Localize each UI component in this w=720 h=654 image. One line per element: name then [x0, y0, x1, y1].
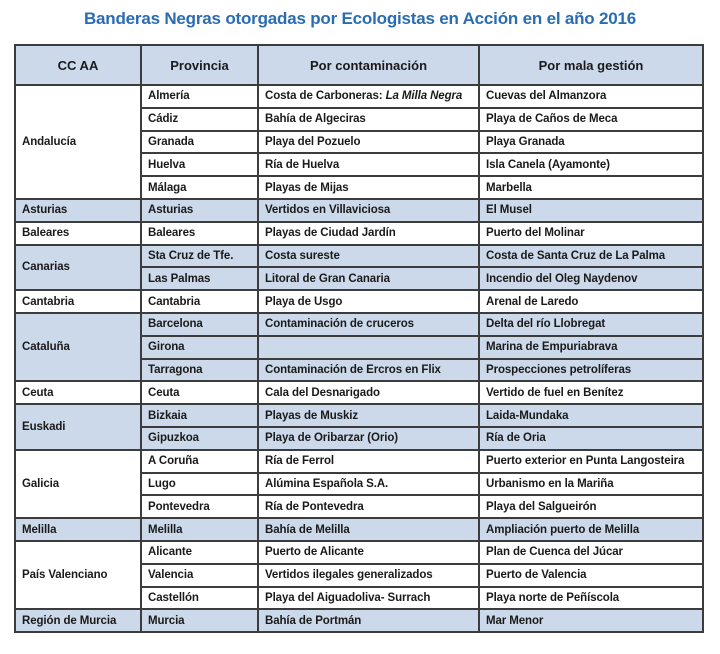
- ccaa-cell: Andalucía: [15, 85, 141, 199]
- mala-gestion-cell: Playa Granada: [479, 131, 703, 154]
- ccaa-cell: Región de Murcia: [15, 609, 141, 632]
- table-row: [15, 222, 703, 245]
- contaminacion-text: Playas de Muskiz: [265, 409, 358, 422]
- header-cell-mala-gestion: Por mala gestión: [479, 45, 703, 85]
- contaminacion-text: Ría de Pontevedra: [265, 500, 364, 513]
- provincia-cell: Lugo: [141, 473, 258, 496]
- mala-gestion-cell: Marina de Empuriabrava: [479, 336, 703, 359]
- mala-gestion-cell: Vertido de fuel en Benítez: [479, 381, 703, 404]
- table-row: [15, 290, 703, 313]
- table-body: [15, 85, 703, 632]
- contaminacion-text: Ría de Huelva: [265, 158, 340, 171]
- provincia-cell: Ceuta: [141, 381, 258, 404]
- contaminacion-text: Playa de Oribarzar (Orio): [265, 432, 398, 445]
- contaminacion-text: Bahía de Melilla: [265, 523, 350, 536]
- provincia-cell: Gipuzkoa: [141, 427, 258, 450]
- contaminacion-cell: [258, 153, 479, 176]
- contaminacion-cell: [258, 564, 479, 587]
- provincia-cell: Cádiz: [141, 108, 258, 131]
- table-row: [15, 313, 703, 336]
- page-title: Banderas Negras otorgadas por Ecologistas en Acción en el año 2016: [83, 9, 637, 28]
- contaminacion-text: Playa de Usgo: [265, 295, 343, 308]
- contaminacion-text: Bahía de Algeciras: [265, 113, 366, 126]
- contaminacion-text: Litoral de Gran Canaria: [265, 272, 390, 285]
- contaminacion-cell: [258, 290, 479, 313]
- contaminacion-text: Cala del Desnarigado: [265, 386, 380, 399]
- provincia-cell: Tarragona: [141, 359, 258, 382]
- provincia-cell: Las Palmas: [141, 267, 258, 290]
- contaminacion-cell: [258, 541, 479, 564]
- ccaa-cell: Ceuta: [15, 381, 141, 404]
- contaminacion-cell: [258, 176, 479, 199]
- mala-gestion-cell: Ría de Oria: [479, 427, 703, 450]
- provincia-cell: Granada: [141, 131, 258, 154]
- mala-gestion-cell: El Musel: [479, 199, 703, 222]
- contaminacion-cell: [258, 108, 479, 131]
- contaminacion-text: Playa del Pozuelo: [265, 135, 361, 148]
- contaminacion-cell: [258, 245, 479, 268]
- contaminacion-cell: [258, 473, 479, 496]
- provincia-cell: Alicante: [141, 541, 258, 564]
- mala-gestion-cell: Laida-Mundaka: [479, 404, 703, 427]
- table-row: [15, 85, 703, 108]
- contaminacion-cell: [258, 381, 479, 404]
- ccaa-cell: Cataluña: [15, 313, 141, 381]
- mala-gestion-cell: Isla Canela (Ayamonte): [479, 153, 703, 176]
- provincia-cell: Girona: [141, 336, 258, 359]
- contaminacion-cell: [258, 609, 479, 632]
- mala-gestion-cell: Urbanismo en la Mariña: [479, 473, 703, 496]
- contaminacion-cell: [258, 85, 479, 108]
- provincia-cell: Almería: [141, 85, 258, 108]
- mala-gestion-cell: Costa de Santa Cruz de La Palma: [479, 245, 703, 268]
- contaminacion-cell: [258, 587, 479, 610]
- ccaa-cell: País Valenciano: [15, 541, 141, 609]
- contaminacion-cell: [258, 199, 479, 222]
- mala-gestion-cell: Cuevas del Almanzora: [479, 85, 703, 108]
- provincia-cell: Sta Cruz de Tfe.: [141, 245, 258, 268]
- mala-gestion-cell: Playa del Salgueirón: [479, 495, 703, 518]
- contaminacion-cell: [258, 427, 479, 450]
- contaminacion-text: Playas de Mijas: [265, 181, 349, 194]
- provincia-cell: Valencia: [141, 564, 258, 587]
- contaminacion-cell: [258, 336, 479, 359]
- mala-gestion-cell: Playa de Caños de Meca: [479, 108, 703, 131]
- provincia-cell: Málaga: [141, 176, 258, 199]
- mala-gestion-cell: Plan de Cuenca del Júcar: [479, 541, 703, 564]
- provincia-cell: Cantabria: [141, 290, 258, 313]
- ccaa-cell: Galicia: [15, 450, 141, 518]
- ccaa-cell: Baleares: [15, 222, 141, 245]
- contaminacion-text: Vertidos ilegales generalizados: [265, 569, 433, 582]
- contaminacion-text: Alúmina Española S.A.: [265, 477, 389, 490]
- table-header-row: [15, 45, 703, 85]
- contaminacion-italic-text: La Milla Negra: [385, 90, 463, 103]
- table-row: [15, 541, 703, 564]
- header-cell-ccaa: CC AA: [15, 45, 141, 85]
- contaminacion-text: Costa sureste: [265, 249, 340, 262]
- header-cell-provincia: Provincia: [141, 45, 258, 85]
- ccaa-cell: Asturias: [15, 199, 141, 222]
- provincia-cell: Pontevedra: [141, 495, 258, 518]
- contaminacion-text: Costa de Carboneras:: [265, 90, 386, 103]
- mala-gestion-cell: Puerto del Molinar: [479, 222, 703, 245]
- provincia-cell: Melilla: [141, 518, 258, 541]
- contaminacion-cell: [258, 495, 479, 518]
- provincia-cell: Murcia: [141, 609, 258, 632]
- contaminacion-text: Bahía de Portmán: [265, 614, 362, 627]
- provincia-cell: A Coruña: [141, 450, 258, 473]
- contaminacion-text: Vertidos en Villaviciosa: [265, 204, 391, 217]
- ccaa-cell: Canarias: [15, 245, 141, 291]
- contaminacion-cell: [258, 222, 479, 245]
- contaminacion-text: Ría de Ferrol: [265, 455, 334, 468]
- mala-gestion-cell: Marbella: [479, 176, 703, 199]
- contaminacion-cell: [258, 359, 479, 382]
- mala-gestion-cell: Ampliación puerto de Melilla: [479, 518, 703, 541]
- provincia-cell: Asturias: [141, 199, 258, 222]
- mala-gestion-cell: Mar Menor: [479, 609, 703, 632]
- contaminacion-cell: [258, 450, 479, 473]
- contaminacion-text: Puerto de Alicante: [265, 546, 364, 559]
- provincia-cell: Baleares: [141, 222, 258, 245]
- mala-gestion-cell: Prospecciones petrolíferas: [479, 359, 703, 382]
- table-row: [15, 245, 703, 268]
- mala-gestion-cell: Puerto de Valencia: [479, 564, 703, 587]
- table-row: [15, 450, 703, 473]
- table-row: [15, 199, 703, 222]
- contaminacion-text: Playas de Ciudad Jardín: [265, 227, 396, 240]
- table-row: [15, 381, 703, 404]
- contaminacion-cell: [258, 267, 479, 290]
- contaminacion-text: Contaminación de Ercros en Flix: [265, 363, 441, 376]
- provincia-cell: Bizkaia: [141, 404, 258, 427]
- mala-gestion-cell: Arenal de Laredo: [479, 290, 703, 313]
- table-row: [15, 404, 703, 427]
- provincia-cell: Barcelona: [141, 313, 258, 336]
- contaminacion-cell: [258, 313, 479, 336]
- ccaa-cell: Melilla: [15, 518, 141, 541]
- contaminacion-cell: [258, 404, 479, 427]
- table-row: [15, 518, 703, 541]
- ccaa-cell: Cantabria: [15, 290, 141, 313]
- contaminacion-cell: [258, 518, 479, 541]
- table-row: [15, 609, 703, 632]
- contaminacion-text: Contaminación de cruceros: [265, 318, 414, 331]
- mala-gestion-cell: Puerto exterior en Punta Langosteira: [479, 450, 703, 473]
- mala-gestion-cell: Delta del río Llobregat: [479, 313, 703, 336]
- contaminacion-text: Playa del Aiguadoliva- Surrach: [265, 591, 431, 604]
- header-cell-contaminacion: Por contaminación: [258, 45, 479, 85]
- mala-gestion-cell: Playa norte de Peñíscola: [479, 587, 703, 610]
- black-flags-table: [14, 44, 704, 633]
- provincia-cell: Castellón: [141, 587, 258, 610]
- provincia-cell: Huelva: [141, 153, 258, 176]
- mala-gestion-cell: Incendio del Oleg Naydenov: [479, 267, 703, 290]
- contaminacion-cell: [258, 131, 479, 154]
- ccaa-cell: Euskadi: [15, 404, 141, 450]
